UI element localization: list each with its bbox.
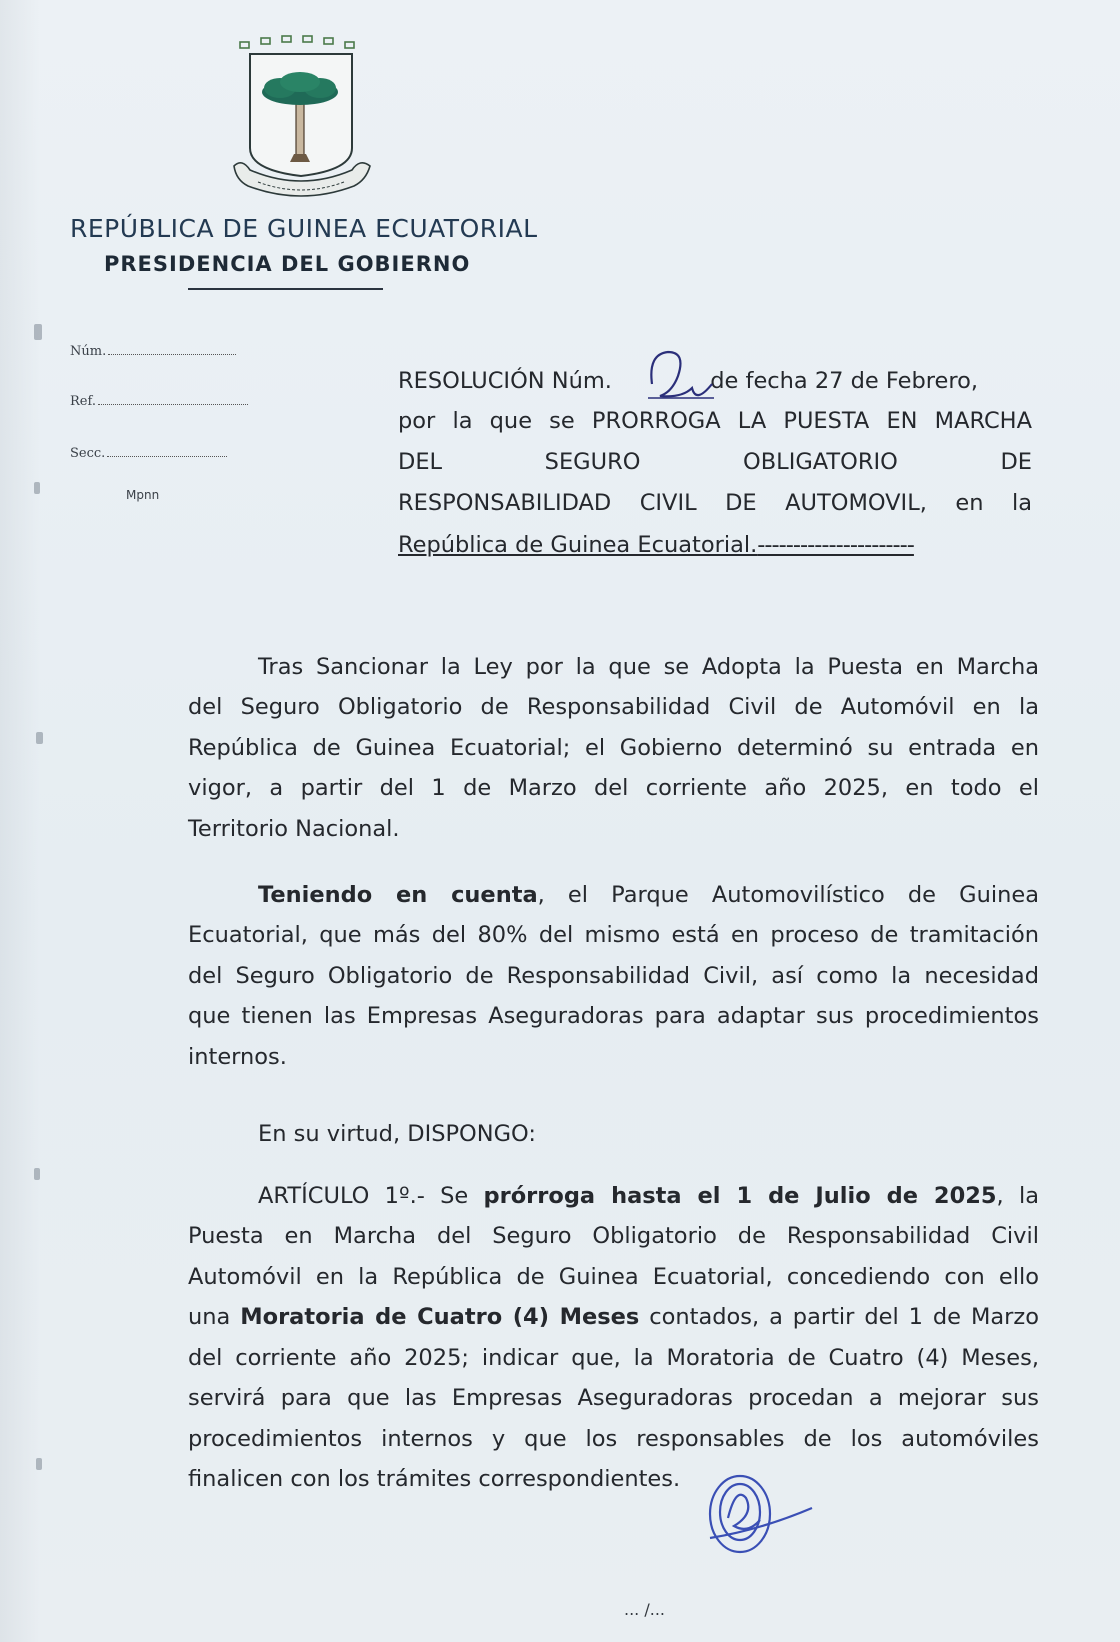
- paragraph-1-line: del Seguro Obligatorio de Responsabilidad Civil de Automóvil en la: [188, 694, 1039, 720]
- paragraph-2-line-rest: , el Parque Automovilístico de Guinea: [537, 882, 1039, 908]
- country-heading: REPÚBLICA DE GUINEA ECUATORIAL: [70, 214, 538, 243]
- article-1-moratorium: Moratoria de Cuatro (4) Meses: [240, 1304, 640, 1330]
- resolution-number-label: RESOLUCIÓN Núm.: [398, 368, 612, 394]
- article-1-l4-post: contados, a partir del 1 de Marzo: [639, 1304, 1039, 1330]
- article-1-line: Automóvil en la República de Guinea Ecuatorial, concediendo con ello: [188, 1264, 1039, 1290]
- paragraph-2-line: del Seguro Obligatorio de Responsabilidad Civil, así como la necesidad: [188, 963, 1039, 989]
- ref-field-num: [70, 344, 236, 359]
- paragraph-1-line: República de Guinea Ecuatorial; el Gobierno determinó su entrada en: [188, 735, 1039, 761]
- article-1-line: Puesta en Marcha del Seguro Obligatorio de Responsabilidad Civil: [188, 1223, 1039, 1249]
- paragraph-2-line: internos.: [188, 1044, 287, 1070]
- dotted-line: [108, 344, 236, 355]
- resolution-date: de fecha 27 de Febrero,: [710, 368, 979, 394]
- resolution-country: República de Guinea Ecuatorial.: [398, 532, 758, 558]
- resolution-dashes: ----------------------: [757, 532, 914, 558]
- article-1-line: servirá para que las Empresas Aseguradoras procedan a mejorar sus: [188, 1385, 1039, 1411]
- ref-field-ref: [70, 394, 248, 409]
- paragraph-1-line: vigor, a partir del 1 de Marzo del corriente año 2025, en todo el: [188, 775, 1039, 801]
- article-1-extension-date: prórroga hasta el 1 de Julio de 2025: [483, 1183, 997, 1209]
- ref-field-secc-label: Secc.: [70, 446, 106, 461]
- article-1-line: [188, 1302, 1039, 1332]
- stars-icon: [240, 36, 354, 48]
- dotted-line: [98, 394, 248, 405]
- article-1-l4-pre: una: [188, 1304, 241, 1330]
- article-1-line: [258, 1181, 1039, 1211]
- resolution-line-3: DEL SEGURO OBLIGATORIO DE: [398, 449, 1032, 475]
- office-heading: PRESIDENCIA DEL GOBIERNO: [104, 252, 471, 276]
- ref-field-ref-label: Ref.: [70, 394, 96, 409]
- article-1-line: del corriente año 2025; indicar que, la Moratoria de Cuatro (4) Meses,: [188, 1345, 1039, 1371]
- initials-signature: [700, 1468, 820, 1560]
- paragraph-1-line: Territorio Nacional.: [188, 816, 400, 842]
- coat-of-arms-emblem: [228, 30, 376, 208]
- article-1-line: procedimientos internos y que los responsables de los automóviles: [188, 1426, 1039, 1452]
- paragraph-2-line: que tienen las Empresas Aseguradoras para adaptar sus procedimientos: [188, 1003, 1039, 1029]
- dotted-line: [107, 446, 227, 457]
- page-edge-shadow: [0, 0, 40, 1642]
- resolution-line-5: [398, 530, 1032, 560]
- dispongo-line: En su virtud, DISPONGO:: [258, 1121, 536, 1147]
- resolution-line-4: RESPONSABILIDAD CIVIL DE AUTOMOVIL, en la: [398, 490, 1032, 516]
- header-underline: [188, 288, 383, 290]
- resolution-line-2: por la que se PRORROGA LA PUESTA EN MARCHA: [398, 408, 1032, 434]
- page-continuation-marker: ... /...: [624, 1600, 665, 1619]
- paragraph-2-line: Ecuatorial, que más del 80% del mismo está en proceso de tramitación: [188, 922, 1039, 948]
- article-1-label: ARTÍCULO 1º.- Se: [258, 1183, 484, 1209]
- ref-field-sub: Mpnn: [126, 488, 160, 502]
- paragraph-1-line: Tras Sancionar la Ley por la que se Adopta la Puesta en Marcha: [258, 654, 1039, 680]
- ref-field-num-label: Núm.: [70, 344, 107, 359]
- handwritten-number-mark: [642, 344, 718, 408]
- paragraph-2-lead: Teniendo en cuenta: [258, 882, 538, 908]
- paragraph-2-line: [258, 880, 1039, 910]
- ref-field-secc: [70, 446, 227, 461]
- article-1-line-rest: , la: [996, 1183, 1040, 1209]
- article-1-line: finalicen con los trámites correspondientes.: [188, 1466, 681, 1492]
